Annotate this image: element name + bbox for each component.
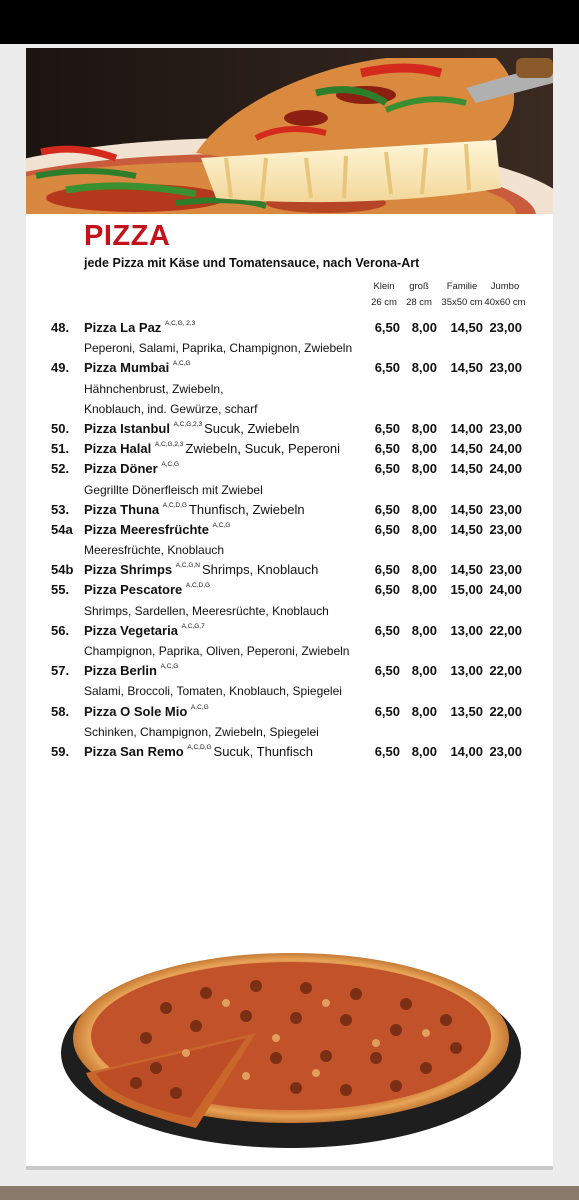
item-name: Pizza O Sole Mio bbox=[84, 703, 188, 719]
item-price: 8,00 bbox=[411, 420, 437, 436]
item-number: 54a bbox=[51, 521, 73, 537]
menu-item bbox=[26, 661, 553, 681]
menu-item bbox=[26, 358, 553, 378]
item-price: 14,50 bbox=[450, 441, 483, 457]
item-price: 6,50 bbox=[374, 521, 400, 537]
menu-item bbox=[26, 500, 553, 520]
item-number: 48. bbox=[51, 320, 70, 335]
item-price: 23,00 bbox=[489, 420, 522, 436]
item-description: Salami, Broccoli, Tomaten, Knoblauch, Spiegelei bbox=[84, 684, 342, 699]
item-price: 24,00 bbox=[489, 582, 522, 598]
item-description-row bbox=[26, 338, 553, 358]
item-title bbox=[84, 441, 340, 456]
menu-page bbox=[26, 48, 553, 1166]
item-price: 6,50 bbox=[374, 582, 400, 598]
item-title bbox=[84, 582, 212, 597]
item-price: 22,00 bbox=[489, 663, 522, 679]
item-title bbox=[84, 562, 318, 577]
item-number: 55. bbox=[51, 582, 70, 598]
whole-pizza-photo bbox=[26, 908, 553, 1158]
item-price: 8,00 bbox=[411, 441, 437, 457]
item-title bbox=[84, 704, 211, 719]
allergen-codes: A,C,G bbox=[212, 521, 231, 529]
item-price: 6,50 bbox=[374, 663, 400, 679]
item-price: 8,00 bbox=[411, 663, 437, 679]
item-description-row bbox=[26, 540, 553, 560]
item-price: 14,50 bbox=[450, 461, 483, 477]
allergen-codes: A,C,G, 2,3 bbox=[164, 320, 196, 327]
item-number: 49. bbox=[51, 360, 70, 376]
allergen-codes: A,C,D,G bbox=[187, 743, 212, 751]
item-number: 58. bbox=[51, 703, 70, 719]
item-description: Peperoni, Salami, Paprika, Champignon, Zwiebeln bbox=[84, 341, 353, 356]
item-price: 8,00 bbox=[411, 703, 437, 719]
item-number: 54b bbox=[51, 562, 74, 578]
item-description-row bbox=[26, 681, 553, 701]
item-description: Schinken, Champignon, Zwiebeln, Spiegelei bbox=[84, 724, 319, 739]
item-price: 23,00 bbox=[489, 501, 522, 517]
item-name: Pizza La Paz bbox=[84, 320, 162, 335]
item-price: 8,00 bbox=[411, 521, 437, 537]
pizza-slice-photo bbox=[26, 48, 553, 214]
allergen-codes: A,C,G,7 bbox=[181, 622, 205, 630]
item-inline-description: Zwiebeln, Sucuk, Peperoni bbox=[185, 441, 341, 457]
allergen-codes: A,C,G bbox=[160, 663, 179, 671]
item-price: 8,00 bbox=[411, 622, 437, 638]
item-price: 6,50 bbox=[374, 461, 400, 477]
item-title bbox=[84, 623, 207, 638]
item-price: 8,00 bbox=[411, 360, 437, 376]
status-bar bbox=[0, 0, 579, 44]
item-number: 59. bbox=[51, 743, 70, 759]
item-name: Pizza Meeresfrüchte bbox=[84, 521, 209, 537]
menu-item bbox=[26, 580, 553, 600]
item-description: Meeresfrüchte, Knoblauch bbox=[84, 543, 225, 558]
item-price: 23,00 bbox=[489, 743, 522, 759]
item-title bbox=[84, 421, 300, 436]
item-price: 22,00 bbox=[489, 622, 522, 638]
item-name: Pizza Halal bbox=[84, 441, 152, 457]
item-price: 14,50 bbox=[450, 320, 483, 335]
size-label: groß bbox=[409, 281, 429, 292]
item-description-row bbox=[26, 399, 553, 419]
item-price: 13,00 bbox=[450, 663, 483, 679]
section-subtitle: jede Pizza mit Käse und Tomatensauce, nach Verona-Art bbox=[84, 256, 420, 270]
item-inline-description: Thunfisch, Zwiebeln bbox=[188, 501, 305, 517]
pizza-list bbox=[26, 318, 553, 762]
item-price: 6,50 bbox=[374, 743, 400, 759]
item-price: 23,00 bbox=[489, 562, 522, 578]
size-header-familie bbox=[440, 279, 484, 311]
item-price: 14,50 bbox=[450, 360, 483, 376]
item-description: Knoblauch, ind. Gewürze, scharf bbox=[84, 401, 258, 416]
item-price: 15,00 bbox=[450, 582, 483, 598]
item-price: 6,50 bbox=[374, 420, 400, 436]
item-description: Shrimps, Sardellen, Meeresrüchte, Knoblauch bbox=[84, 603, 329, 618]
item-price: 6,50 bbox=[374, 320, 400, 335]
menu-item bbox=[26, 560, 553, 580]
item-number: 56. bbox=[51, 622, 70, 638]
item-price: 8,00 bbox=[411, 562, 437, 578]
item-price: 24,00 bbox=[489, 441, 522, 457]
menu-item bbox=[26, 520, 553, 540]
size-dimension: 40x60 cm bbox=[484, 297, 526, 308]
item-description-row bbox=[26, 722, 553, 742]
item-title bbox=[84, 502, 305, 517]
item-title bbox=[84, 320, 197, 335]
item-description-row bbox=[26, 480, 553, 500]
item-description-row bbox=[26, 641, 553, 661]
item-name: Pizza Mumbai bbox=[84, 360, 170, 376]
item-name: Pizza Berlin bbox=[84, 663, 157, 679]
size-header-gross bbox=[397, 279, 441, 311]
item-price: 6,50 bbox=[374, 703, 400, 719]
item-name: Pizza Thuna bbox=[84, 501, 160, 517]
allergen-codes: A,C,G bbox=[190, 703, 209, 711]
item-price: 8,00 bbox=[411, 582, 437, 598]
menu-item bbox=[26, 742, 553, 762]
menu-item bbox=[26, 439, 553, 459]
item-price: 8,00 bbox=[411, 743, 437, 759]
item-price: 6,50 bbox=[374, 622, 400, 638]
item-name: Pizza Döner bbox=[84, 461, 158, 477]
size-label: Klein bbox=[373, 281, 395, 292]
allergen-codes: A,C,D,G bbox=[185, 582, 211, 590]
item-price: 14,50 bbox=[450, 521, 483, 537]
size-dimension: 28 cm bbox=[406, 297, 432, 308]
item-price: 8,00 bbox=[411, 501, 437, 517]
bottom-strip bbox=[0, 1186, 579, 1200]
item-price: 14,50 bbox=[450, 501, 483, 517]
menu-item bbox=[26, 318, 553, 338]
item-description-row bbox=[26, 379, 553, 399]
item-title bbox=[84, 522, 232, 537]
allergen-codes: A,C,G,2,3 bbox=[173, 420, 203, 428]
page-shadow bbox=[26, 1166, 553, 1170]
item-price: 24,00 bbox=[489, 461, 522, 477]
size-label: Familie bbox=[446, 281, 478, 292]
item-name: Pizza Vegetaria bbox=[84, 622, 178, 638]
item-number: 51. bbox=[51, 441, 70, 457]
item-title bbox=[84, 744, 313, 759]
item-price: 14,00 bbox=[450, 743, 483, 759]
menu-item bbox=[26, 419, 553, 439]
item-price: 6,50 bbox=[374, 360, 400, 376]
item-price: 14,00 bbox=[450, 420, 483, 436]
item-inline-description: Shrimps, Knoblauch bbox=[201, 562, 319, 578]
item-number: 53. bbox=[51, 501, 70, 517]
item-title bbox=[84, 461, 181, 476]
item-name: Pizza Pescatore bbox=[84, 582, 183, 598]
item-description: Hähnchenbrust, Zwiebeln, bbox=[84, 381, 224, 396]
item-description: Gegrillte Dönerfleisch mit Zwiebel bbox=[84, 482, 263, 497]
allergen-codes: A,C,G bbox=[161, 461, 180, 469]
item-price: 6,50 bbox=[374, 501, 400, 517]
section-title: PIZZA bbox=[84, 220, 171, 252]
item-number: 57. bbox=[51, 663, 70, 679]
item-price: 6,50 bbox=[374, 441, 400, 457]
item-price: 23,00 bbox=[489, 521, 522, 537]
allergen-codes: A,C,G bbox=[172, 360, 191, 368]
item-description: Champignon, Paprika, Oliven, Peperoni, Zwiebeln bbox=[84, 644, 350, 658]
size-dimension: 35x50 cm bbox=[441, 297, 483, 308]
item-price: 23,00 bbox=[489, 320, 522, 335]
item-number: 52. bbox=[51, 461, 70, 477]
menu-item bbox=[26, 702, 553, 722]
item-price: 22,00 bbox=[489, 703, 522, 719]
menu-item bbox=[26, 621, 553, 641]
item-inline-description: Sucuk, Thunfisch bbox=[213, 743, 314, 759]
item-price: 6,50 bbox=[374, 562, 400, 578]
menu-item bbox=[26, 459, 553, 479]
allergen-codes: A,C,D,G bbox=[162, 501, 187, 509]
item-price: 14,50 bbox=[450, 562, 483, 578]
size-dimension: 26 cm bbox=[371, 297, 397, 308]
item-name: Pizza San Remo bbox=[84, 743, 184, 759]
item-number: 50. bbox=[51, 420, 70, 436]
item-title bbox=[84, 663, 180, 678]
allergen-codes: A,C,G,2,3 bbox=[154, 441, 184, 449]
item-inline-description: Sucuk, Zwiebeln bbox=[204, 420, 300, 436]
item-price: 13,50 bbox=[450, 703, 483, 719]
item-description-row bbox=[26, 601, 553, 621]
item-price: 13,00 bbox=[450, 622, 483, 638]
item-price: 23,00 bbox=[489, 360, 522, 376]
item-name: Pizza Istanbul bbox=[84, 420, 170, 436]
item-title bbox=[84, 360, 193, 375]
item-price: 8,00 bbox=[411, 461, 437, 477]
size-label: Jumbo bbox=[490, 281, 520, 292]
size-header-jumbo bbox=[483, 279, 527, 311]
item-name: Pizza Shrimps bbox=[84, 562, 173, 578]
item-price: 8,00 bbox=[411, 320, 437, 335]
allergen-codes: A,C,G,N bbox=[175, 562, 200, 570]
